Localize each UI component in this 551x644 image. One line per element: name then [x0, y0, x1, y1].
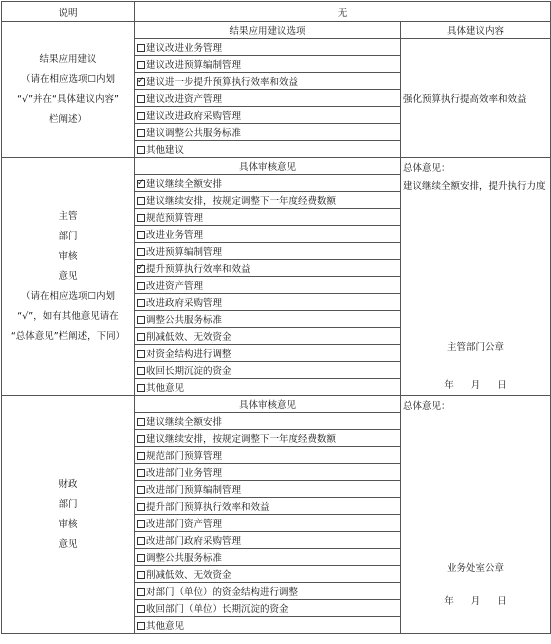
option-cell [135, 192, 401, 209]
option-cell [135, 566, 401, 583]
option-label: 改进部门政府采购管理 [146, 536, 242, 547]
option-label: 提升预算执行效率和效益 [146, 264, 251, 275]
checkbox[interactable] [137, 452, 145, 460]
section3-header-row [2, 396, 551, 413]
option-cell [135, 90, 401, 107]
option-cell [135, 328, 401, 345]
option-cell [135, 379, 401, 396]
option-label: 建议继续安排，按规定调整下一年度经费数额 [146, 196, 337, 207]
option-cell [135, 430, 401, 447]
form-table [1, 1, 551, 634]
option-cell [135, 464, 401, 481]
checkbox[interactable] [137, 180, 145, 188]
checkbox[interactable] [137, 333, 145, 341]
option-label: 改进政府采购管理 [146, 298, 223, 309]
checkbox[interactable] [137, 622, 145, 630]
option-cell [135, 532, 401, 549]
checkbox[interactable] [137, 112, 145, 120]
stamp-label: 业务处室公章 [447, 563, 505, 574]
options-header: 具体审核意见 [135, 158, 401, 175]
checkbox[interactable] [137, 503, 145, 511]
checkbox[interactable] [137, 605, 145, 613]
section3-overall-cell[interactable] [401, 396, 551, 634]
option-label: 建议改进政府采购管理 [146, 111, 242, 122]
overall-label: 总体意见： [403, 163, 451, 174]
option-cell [135, 583, 401, 600]
checkbox[interactable] [137, 367, 145, 375]
header-right-cell: 无 [135, 2, 551, 22]
option-label: 改进业务管理 [146, 230, 204, 241]
checkbox[interactable] [137, 588, 145, 596]
option-label: 规范部门预算管理 [146, 451, 223, 462]
checkbox[interactable] [137, 78, 145, 86]
checkbox[interactable] [137, 418, 145, 426]
suggestion-content-cell[interactable] [401, 39, 551, 158]
option-cell [135, 617, 401, 634]
checkbox[interactable] [137, 435, 145, 443]
checkbox[interactable] [137, 486, 145, 494]
checkbox[interactable] [137, 384, 145, 392]
option-label: 建议改进预算编制管理 [146, 60, 242, 71]
option-label: 收回长期沉淀的资金 [146, 366, 232, 377]
checkbox[interactable] [137, 146, 145, 154]
option-cell [135, 294, 401, 311]
checkbox[interactable] [137, 95, 145, 103]
option-cell [135, 226, 401, 243]
option-label: 改进部门业务管理 [146, 468, 223, 479]
option-cell [135, 260, 401, 277]
overall-text: 建议继续全额安排，提升执行力度 [403, 181, 546, 192]
option-label: 改进部门预算编制管理 [146, 485, 242, 496]
checkbox[interactable] [137, 537, 145, 545]
option-label: 建议改进业务管理 [146, 43, 223, 54]
option-cell [135, 73, 401, 90]
option-label: 对资金结构进行调整 [146, 349, 232, 360]
date-label: 年 月 日 [444, 596, 507, 607]
option-label: 调整公共服务标准 [146, 315, 223, 326]
option-label: 建议继续全额安排 [146, 417, 223, 428]
option-cell [135, 107, 401, 124]
option-label: 建议改进资产管理 [146, 94, 223, 105]
header-left-cell: 说明 [2, 2, 135, 22]
option-cell [135, 141, 401, 158]
checkbox[interactable] [137, 44, 145, 52]
option-label: 调整公共服务标准 [146, 553, 223, 564]
option-cell [135, 549, 401, 566]
section2-header-row [2, 158, 551, 175]
checkbox[interactable] [137, 129, 145, 137]
option-cell [135, 600, 401, 617]
checkbox[interactable] [137, 61, 145, 69]
option-cell [135, 311, 401, 328]
option-label: 改进预算编制管理 [146, 247, 223, 258]
option-cell [135, 175, 401, 192]
suggestion-content: 强化预算执行提高效率和效益 [403, 94, 527, 105]
content-header: 具体建议内容 [401, 22, 551, 39]
stamp-label: 主管部门公章 [447, 342, 505, 353]
header-row [2, 2, 551, 22]
option-label: 改进资产管理 [146, 281, 204, 292]
date-label: 年 月 日 [444, 380, 507, 391]
option-cell [135, 209, 401, 226]
option-cell [135, 515, 401, 532]
option-cell [135, 498, 401, 515]
option-label: 建议进一步提升预算执行效率和效益 [146, 77, 299, 88]
checkbox[interactable] [137, 316, 145, 324]
option-cell [135, 39, 401, 56]
option-label: 建议调整公共服务标准 [146, 128, 242, 139]
option-label: 削减低效、无效资金 [146, 332, 232, 343]
section1-header-row [2, 22, 551, 39]
option-label: 收回部门（单位）长期沉淀的资金 [146, 604, 289, 615]
checkbox[interactable] [137, 350, 145, 358]
section2-label: 主管 部门 审核 意见 （请在相应选项☐内划 “√”，如有其他意见请在 “总体意见”栏阐述，下同） [2, 158, 135, 396]
checkbox[interactable] [137, 214, 145, 222]
checkbox[interactable] [137, 571, 145, 579]
checkbox[interactable] [137, 469, 145, 477]
evaluation-form [1, 1, 550, 642]
options-header: 结果应用建议选项 [135, 22, 401, 39]
option-cell [135, 345, 401, 362]
option-cell [135, 243, 401, 260]
option-label: 其他意见 [146, 383, 185, 394]
option-cell [135, 481, 401, 498]
checkbox[interactable] [137, 231, 145, 239]
option-cell [135, 413, 401, 430]
option-cell [135, 277, 401, 294]
option-label: 建议继续安排，按规定调整下一年度经费数额 [146, 434, 337, 445]
option-label: 提升部门预算执行效率和效益 [146, 502, 270, 513]
checkbox[interactable] [137, 265, 145, 273]
checkbox[interactable] [137, 554, 145, 562]
overall-label: 总体意见： [403, 401, 451, 412]
section3-label: 财政 部门 审核 意见 [2, 396, 135, 634]
option-label: 规范预算管理 [146, 213, 204, 224]
option-label: 削减低效、无效资金 [146, 570, 232, 581]
checkbox[interactable] [137, 197, 145, 205]
option-cell [135, 56, 401, 73]
section2-overall-cell[interactable] [401, 158, 551, 396]
option-cell [135, 124, 401, 141]
option-label: 其他意见 [146, 621, 185, 632]
option-cell [135, 362, 401, 379]
option-label: 对部门（单位）的资金结构进行调整 [146, 587, 299, 598]
checkbox[interactable] [137, 299, 145, 307]
checkbox[interactable] [137, 248, 145, 256]
option-label: 建议继续全额安排 [146, 179, 223, 190]
checkbox[interactable] [137, 520, 145, 528]
option-label: 改进部门资产管理 [146, 519, 223, 530]
checkbox[interactable] [137, 282, 145, 290]
option-label: 其他建议 [146, 145, 185, 156]
section1-label: 结果应用建议 （请在相应选项☐内划 “√”并在“具体建议内容” 栏阐述） [2, 22, 135, 158]
options-header: 具体审核意见 [135, 396, 401, 413]
option-cell [135, 447, 401, 464]
